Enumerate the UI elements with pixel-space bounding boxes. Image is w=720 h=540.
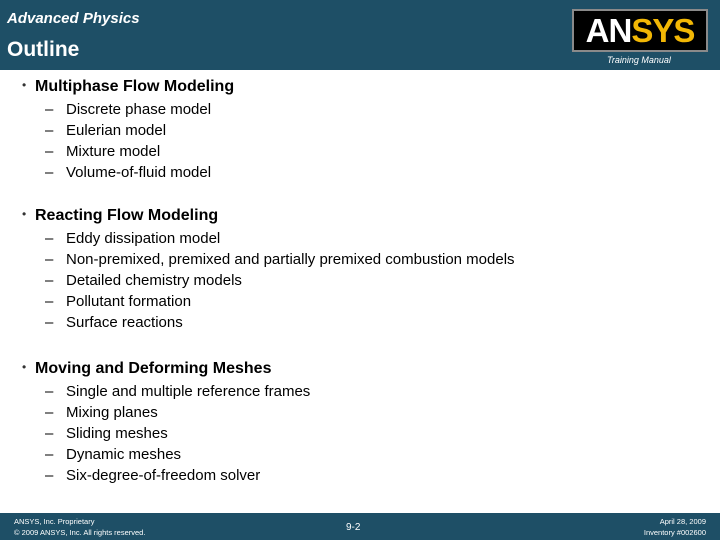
dash-icon: – bbox=[45, 425, 54, 442]
course-title: Advanced Physics bbox=[7, 10, 140, 27]
section-title: Multiphase Flow Modeling bbox=[35, 78, 235, 95]
list-item: – Non-premixed, premixed and partially premixed combustion models bbox=[45, 251, 515, 268]
dash-icon: – bbox=[45, 293, 54, 310]
proprietary-label: ANSYS, Inc. Proprietary bbox=[14, 517, 95, 526]
page-title: Outline bbox=[7, 38, 80, 61]
page-number: 9-2 bbox=[346, 522, 361, 533]
footer-bar bbox=[0, 513, 720, 540]
list-item: – Mixture model bbox=[45, 143, 161, 160]
dash-icon: – bbox=[45, 383, 54, 400]
dash-icon: – bbox=[45, 230, 54, 247]
bullet-icon: • bbox=[22, 207, 27, 221]
training-manual-label: Training Manual bbox=[607, 55, 671, 65]
list-item: – Eulerian model bbox=[45, 122, 167, 139]
list-item: – Discrete phase model bbox=[45, 101, 212, 118]
date-label: April 28, 2009 bbox=[659, 517, 706, 526]
list-item: – Mixing planes bbox=[45, 404, 158, 421]
dash-icon: – bbox=[45, 446, 54, 463]
section-title: Moving and Deforming Meshes bbox=[35, 360, 272, 377]
header-bar bbox=[0, 0, 720, 70]
ansys-logo: AN SYS bbox=[572, 9, 708, 52]
list-item: – Six-degree-of-freedom solver bbox=[45, 467, 261, 484]
copyright-label: © 2009 ANSYS, Inc. All rights reserved. bbox=[14, 528, 146, 537]
list-item: – Dynamic meshes bbox=[45, 446, 182, 463]
copyright bbox=[14, 516, 145, 538]
dash-icon: – bbox=[45, 122, 54, 139]
dash-icon: – bbox=[45, 467, 54, 484]
list-item: – Detailed chemistry models bbox=[45, 272, 242, 289]
dash-icon: – bbox=[45, 101, 54, 118]
list-item: – Sliding meshes bbox=[45, 425, 168, 442]
bullet-icon: • bbox=[22, 360, 27, 374]
section-title: Reacting Flow Modeling bbox=[35, 207, 219, 224]
inventory-label: Inventory #002600 bbox=[643, 528, 706, 537]
dash-icon: – bbox=[45, 272, 54, 289]
dash-icon: – bbox=[45, 251, 54, 268]
list-item: – Volume-of-fluid model bbox=[45, 164, 212, 181]
list-item: – Surface reactions bbox=[45, 314, 183, 331]
date-inventory bbox=[644, 516, 706, 538]
dash-icon: – bbox=[45, 314, 54, 331]
bullet-icon: • bbox=[22, 78, 27, 92]
dash-icon: – bbox=[45, 404, 54, 421]
list-item: – Single and multiple reference frames bbox=[45, 383, 311, 400]
dash-icon: – bbox=[45, 164, 54, 181]
list-item: – Pollutant formation bbox=[45, 293, 192, 310]
list-item: – Eddy dissipation model bbox=[45, 230, 221, 247]
dash-icon: – bbox=[45, 143, 54, 160]
